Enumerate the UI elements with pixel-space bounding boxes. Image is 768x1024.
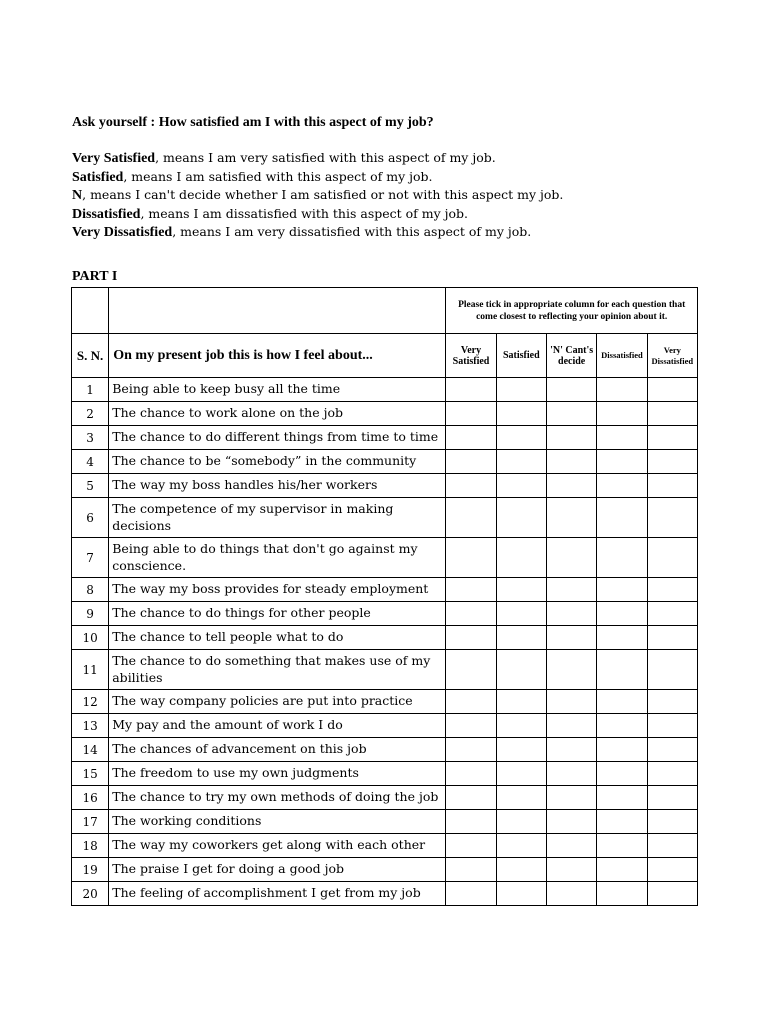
tick-cell[interactable] <box>546 474 596 498</box>
row-question: The feeling of accomplishment I get from my job <box>109 882 446 906</box>
row-question: Being able to keep busy all the time <box>109 378 446 402</box>
row-question: The chance to work alone on the job <box>109 402 446 426</box>
tick-cell[interactable] <box>546 882 596 906</box>
tick-cell[interactable] <box>546 378 596 402</box>
table-row <box>72 714 698 738</box>
tick-cell[interactable] <box>647 578 697 602</box>
table-row <box>72 498 698 538</box>
tick-cell[interactable] <box>496 762 546 786</box>
row-question: My pay and the amount of work I do <box>109 714 446 738</box>
tick-cell[interactable] <box>546 426 596 450</box>
row-question: The chance to be “somebody” in the community <box>109 450 446 474</box>
tick-cell[interactable] <box>647 762 697 786</box>
tick-cell[interactable] <box>597 786 647 810</box>
satisfaction-table <box>71 287 698 906</box>
tick-cell[interactable] <box>496 602 546 626</box>
tick-cell[interactable] <box>496 858 546 882</box>
tick-cell[interactable] <box>446 882 496 906</box>
row-question: The way company policies are put into practice <box>109 690 446 714</box>
tick-cell[interactable] <box>546 834 596 858</box>
tick-cell[interactable] <box>597 402 647 426</box>
tick-cell[interactable] <box>597 762 647 786</box>
tick-cell[interactable] <box>496 498 546 538</box>
table-row <box>72 578 698 602</box>
tick-cell[interactable] <box>496 882 546 906</box>
definition-term: Satisfied <box>72 169 124 185</box>
tick-cell[interactable] <box>446 626 496 650</box>
tick-cell[interactable] <box>647 834 697 858</box>
table-row <box>72 538 698 578</box>
tick-cell[interactable] <box>546 810 596 834</box>
option-header-very-dissatisfied: Very Dissatisfied <box>647 334 697 378</box>
row-number: 9 <box>72 602 109 626</box>
table-row <box>72 738 698 762</box>
tick-cell[interactable] <box>446 426 496 450</box>
tick-cell[interactable] <box>597 690 647 714</box>
tick-cell[interactable] <box>446 498 496 538</box>
tick-cell[interactable] <box>546 402 596 426</box>
tick-cell[interactable] <box>496 786 546 810</box>
row-question: The chances of advancement on this job <box>109 738 446 762</box>
table-row <box>72 426 698 450</box>
row-number: 15 <box>72 762 109 786</box>
tick-cell[interactable] <box>647 714 697 738</box>
table-row <box>72 786 698 810</box>
tick-cell[interactable] <box>647 650 697 690</box>
tick-cell[interactable] <box>496 378 546 402</box>
definition-term: N <box>72 188 83 203</box>
row-question: The chance to tell people what to do <box>109 626 446 650</box>
tick-cell[interactable] <box>647 786 697 810</box>
row-number: 18 <box>72 834 109 858</box>
tick-cell[interactable] <box>647 810 697 834</box>
tick-cell[interactable] <box>446 474 496 498</box>
definition-text: , means I can't decide whether I am satisfied or not with this aspect my job. <box>82 187 564 202</box>
tick-cell[interactable] <box>546 714 596 738</box>
option-header-very-satisfied: Very Satisfied <box>446 334 496 378</box>
definition-text: , means I am dissatisfied with this aspect of my job. <box>140 205 469 221</box>
row-number: 17 <box>72 810 109 834</box>
tick-cell[interactable] <box>647 858 697 882</box>
tick-cell[interactable] <box>446 402 496 426</box>
tick-cell[interactable] <box>496 426 546 450</box>
tick-cell[interactable] <box>647 690 697 714</box>
tick-cell[interactable] <box>446 810 496 834</box>
row-question: Being able to do things that don't go against my conscience. <box>109 538 446 578</box>
tick-cell[interactable] <box>446 450 496 474</box>
tick-cell[interactable] <box>597 738 647 762</box>
table-row <box>72 626 698 650</box>
tick-cell[interactable] <box>496 402 546 426</box>
tick-cell[interactable] <box>597 810 647 834</box>
tick-cell[interactable] <box>496 738 546 762</box>
tick-cell[interactable] <box>647 474 697 498</box>
table-row <box>72 762 698 786</box>
row-number: 4 <box>72 450 109 474</box>
row-number: 16 <box>72 786 109 810</box>
row-question: The way my boss handles his/her workers <box>109 474 446 498</box>
tick-cell[interactable] <box>546 450 596 474</box>
tick-cell[interactable] <box>446 650 496 690</box>
tick-cell[interactable] <box>446 858 496 882</box>
table-row <box>72 858 698 882</box>
tick-cell[interactable] <box>647 498 697 538</box>
tick-cell[interactable] <box>597 498 647 538</box>
definition-text: , means I am very satisfied with this aspect of my job. <box>155 150 496 165</box>
tick-cell[interactable] <box>546 498 596 538</box>
row-number: 20 <box>72 882 109 906</box>
survey-question: Ask yourself : How satisfied am I with this aspect of my job? <box>72 115 434 130</box>
table-row <box>72 602 698 626</box>
definition-term: Very Satisfied <box>72 151 156 166</box>
tick-cell[interactable] <box>647 538 697 578</box>
tick-cell[interactable] <box>446 786 496 810</box>
tick-cell[interactable] <box>496 690 546 714</box>
tick-cell[interactable] <box>546 690 596 714</box>
tick-cell[interactable] <box>647 738 697 762</box>
part-title: PART I <box>72 269 118 284</box>
tick-cell[interactable] <box>496 450 546 474</box>
tick-cell[interactable] <box>496 714 546 738</box>
row-number: 2 <box>72 402 109 426</box>
table-row <box>72 650 698 690</box>
tick-cell[interactable] <box>496 474 546 498</box>
tick-cell[interactable] <box>647 450 697 474</box>
tick-cell[interactable] <box>546 786 596 810</box>
tick-cell[interactable] <box>546 578 596 602</box>
tick-cell[interactable] <box>647 378 697 402</box>
tick-cell[interactable] <box>597 858 647 882</box>
table-row <box>72 450 698 474</box>
tick-cell[interactable] <box>647 602 697 626</box>
definition-very-dissatisfied <box>72 223 563 242</box>
definition-dissatisfied <box>72 205 563 224</box>
row-question: The freedom to use my own judgments <box>109 762 446 786</box>
tick-cell[interactable] <box>647 882 697 906</box>
instruction-row <box>72 288 698 334</box>
row-number: 1 <box>72 378 109 402</box>
tick-cell[interactable] <box>446 378 496 402</box>
row-question: The competence of my supervisor in making decisions <box>109 498 446 538</box>
instruction-text: Please tick in appropriate column for each question that come closest to reflecting your opinion about it. <box>446 288 698 334</box>
tick-cell[interactable] <box>446 714 496 738</box>
row-number: 19 <box>72 858 109 882</box>
tick-cell[interactable] <box>446 578 496 602</box>
row-question: The chance to do things for other people <box>109 602 446 626</box>
tick-cell[interactable] <box>597 378 647 402</box>
definition-text: , means I am satisfied with this aspect of my job. <box>123 168 433 184</box>
tick-cell[interactable] <box>446 538 496 578</box>
tick-cell[interactable] <box>597 578 647 602</box>
rating-definitions <box>72 149 563 242</box>
header-row <box>72 334 698 378</box>
tick-cell[interactable] <box>597 882 647 906</box>
definition-very-satisfied <box>72 149 563 168</box>
tick-cell[interactable] <box>546 762 596 786</box>
option-header-dissatisfied: Dissatisfied <box>597 334 647 378</box>
row-question: The way my coworkers get along with each other <box>109 834 446 858</box>
definition-text: , means I am very dissatisfied with this aspect of my job. <box>172 224 532 239</box>
tick-cell[interactable] <box>446 762 496 786</box>
tick-cell[interactable] <box>446 602 496 626</box>
row-number: 5 <box>72 474 109 498</box>
row-number: 13 <box>72 714 109 738</box>
option-header-cant-decide: 'N' Cant's decide <box>546 334 596 378</box>
row-question: The way my boss provides for steady employment <box>109 578 446 602</box>
tick-cell[interactable] <box>597 538 647 578</box>
row-question: The praise I get for doing a good job <box>109 858 446 882</box>
question-header: On my present job this is how I feel about... <box>109 334 446 378</box>
tick-cell[interactable] <box>597 834 647 858</box>
tick-cell[interactable] <box>597 474 647 498</box>
definition-term: Dissatisfied <box>72 206 141 222</box>
row-number: 11 <box>72 650 109 690</box>
tick-cell[interactable] <box>597 714 647 738</box>
table-row <box>72 834 698 858</box>
tick-cell[interactable] <box>546 858 596 882</box>
tick-cell[interactable] <box>446 834 496 858</box>
row-number: 10 <box>72 626 109 650</box>
table-row <box>72 474 698 498</box>
tick-cell[interactable] <box>597 426 647 450</box>
definition-term: Very Dissatisfied <box>72 225 173 240</box>
sn-header: S. N. <box>72 334 109 378</box>
tick-cell[interactable] <box>446 738 496 762</box>
table-row <box>72 882 698 906</box>
tick-cell[interactable] <box>647 626 697 650</box>
table-row <box>72 810 698 834</box>
row-question: The chance to do something that makes use of my abilities <box>109 650 446 690</box>
tick-cell[interactable] <box>597 602 647 626</box>
blank-cell <box>109 288 446 334</box>
tick-cell[interactable] <box>647 402 697 426</box>
row-question: The working conditions <box>109 810 446 834</box>
table-row <box>72 402 698 426</box>
row-number: 8 <box>72 578 109 602</box>
tick-cell[interactable] <box>647 426 697 450</box>
row-number: 12 <box>72 690 109 714</box>
tick-cell[interactable] <box>446 690 496 714</box>
table-row <box>72 690 698 714</box>
tick-cell[interactable] <box>496 834 546 858</box>
tick-cell[interactable] <box>546 738 596 762</box>
tick-cell[interactable] <box>496 578 546 602</box>
row-question: The chance to do different things from time to time <box>109 426 446 450</box>
tick-cell[interactable] <box>597 450 647 474</box>
tick-cell[interactable] <box>546 602 596 626</box>
tick-cell[interactable] <box>496 650 546 690</box>
tick-cell[interactable] <box>597 626 647 650</box>
tick-cell[interactable] <box>546 538 596 578</box>
definition-satisfied <box>72 168 563 187</box>
table-row <box>72 378 698 402</box>
option-header-satisfied: Satisfied <box>496 334 546 378</box>
tick-cell[interactable] <box>597 650 647 690</box>
tick-cell[interactable] <box>496 810 546 834</box>
row-number: 6 <box>72 498 109 538</box>
row-question: The chance to try my own methods of doing the job <box>109 786 446 810</box>
definition-neutral <box>72 186 563 205</box>
tick-cell[interactable] <box>546 650 596 690</box>
tick-cell[interactable] <box>496 538 546 578</box>
tick-cell[interactable] <box>496 626 546 650</box>
tick-cell[interactable] <box>546 626 596 650</box>
row-number: 14 <box>72 738 109 762</box>
row-number: 7 <box>72 538 109 578</box>
row-number: 3 <box>72 426 109 450</box>
blank-cell <box>72 288 109 334</box>
